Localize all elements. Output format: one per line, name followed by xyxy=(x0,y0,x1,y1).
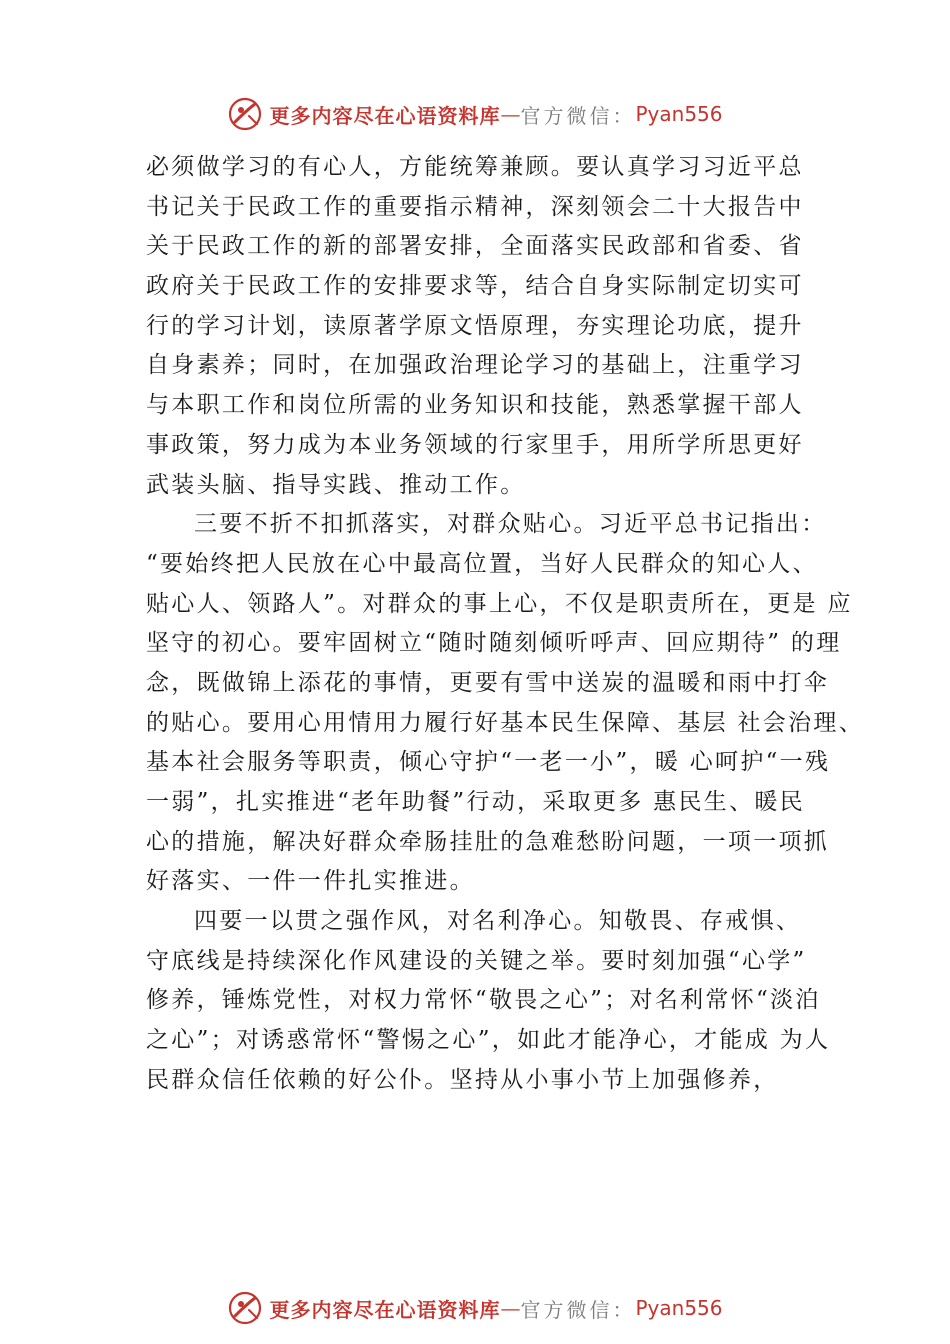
paragraph-heading-four: 四要一以贯之强作风，对名利净心。知敬畏、存戒惧、 xyxy=(194,908,802,935)
footer-banner xyxy=(0,1288,950,1328)
footer-brand-text: 更多内容尽在心语资料库 xyxy=(269,1297,501,1322)
text-line: 自身素养；同时，在加强政治理论学习的基础上，注重学习 xyxy=(146,352,804,379)
footer-wechat-id: Pyan556 xyxy=(635,1296,723,1320)
text-line: 与本职工作和岗位所需的业务知识和技能，熟悉掌握干部人 xyxy=(146,392,804,419)
text-line: 基本社会服务等职责，倾心守护“一老一小”，暖 心呵护“一残 xyxy=(146,749,831,776)
text-line: 守底线是持续深化作风建设的关键之举。要时刻加强“心学” xyxy=(146,947,807,974)
text-line: 之心”；对诱惑常怀“警惕之心”，如此才能净心，才能成 为人 xyxy=(146,1027,831,1054)
text-line: “要始终把人民放在心中最高位置，当好人民群众的知心人、 xyxy=(146,550,818,577)
header-banner xyxy=(0,94,950,134)
text-line: 修养，锤炼党性，对权力常怀“敬畏之心”；对名利常怀“淡泊 xyxy=(146,987,821,1014)
footer-wechat-label: 官方微信： xyxy=(520,1297,636,1322)
text-line: 一弱”，扎实推进“老年助餐”行动，采取更多 惠民生、暖民 xyxy=(146,789,805,815)
text-line: 念，既做锦上添花的事情，更要有雪中送炭的温暖和雨中打伞 xyxy=(146,669,830,696)
text-line: 的贴心。要用心用情用力履行好基本民生保障、基层 社会治理、 xyxy=(146,709,865,736)
text-line: 民群众信任依赖的好公仆。坚持从小事小节上加强修养， xyxy=(146,1066,779,1093)
text-line: 武装头脑、指导实践、推动工作。 xyxy=(146,471,526,498)
pen-seal-icon xyxy=(227,96,263,132)
text-line: 书记关于民政工作的重要指示精神，深刻领会二十大报告中 xyxy=(146,193,804,220)
text-line: 必须做学习的有心人，方能统筹兼顾。要认真学习习近平总 xyxy=(146,154,804,180)
header-brand-text: 更多内容尽在心语资料库 xyxy=(269,103,501,128)
paragraph-heading-three: 三要不折不扣抓落实，对群众贴心。习近平总书记指出： xyxy=(194,511,827,538)
text-line: 好落实、一件一件扎实推进。 xyxy=(146,868,475,895)
header-wechat-label: 官方微信： xyxy=(520,103,636,128)
text-line: 心的措施，解决好群众牵肠挂肚的急难愁盼问题，一项一项抓 xyxy=(146,828,830,855)
text-line: 行的学习计划，读原著学原文悟原理，夯实理论功底，提升 xyxy=(146,312,804,339)
text-line: 关于民政工作的新的部署安排，全面落实民政部和省委、省 xyxy=(146,233,804,260)
text-line: 事政策，努力成为本业务领域的行家里手，用所学所思更好 xyxy=(146,431,804,458)
text-line: 政府关于民政工作的安排要求等，结合自身实际制定切实可 xyxy=(146,273,804,300)
header-wechat-id: Pyan556 xyxy=(635,102,723,126)
pen-seal-icon xyxy=(227,1290,263,1326)
document-body xyxy=(146,148,865,1101)
footer-dash: — xyxy=(500,1296,521,1320)
text-line: 贴心人、领路人”。对群众的事上心，不仅是职责所在，更是 应 xyxy=(146,590,853,617)
header-dash: — xyxy=(500,102,521,126)
text-line: 坚守的初心。要牢固树立“随时随刻倾听呼声、回应期待” 的理 xyxy=(146,630,842,657)
